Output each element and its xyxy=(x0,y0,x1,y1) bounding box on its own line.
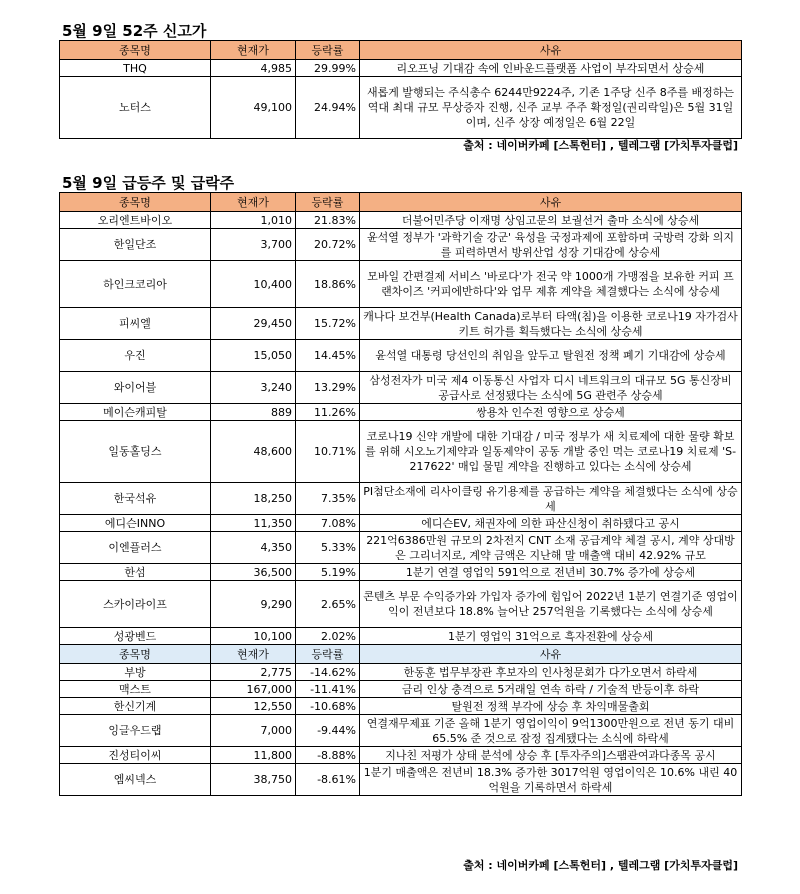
price-cell: 167,000 xyxy=(211,681,296,698)
stock-name-cell: 이엔플러스 xyxy=(60,532,211,564)
header-name: 종목명 xyxy=(60,41,211,60)
change-cell: -10.68% xyxy=(296,698,360,715)
reason-cell: 윤석열 대통령 당선인의 취임을 앞두고 탈원전 정책 폐기 기대감에 상승세 xyxy=(360,340,742,372)
header-price: 현재가 xyxy=(211,645,296,664)
change-cell: -14.62% xyxy=(296,664,360,681)
falls-header-row xyxy=(60,645,742,664)
table-row xyxy=(60,747,742,764)
header-reason: 사유 xyxy=(360,645,742,664)
table-row xyxy=(60,308,742,340)
price-cell: 10,100 xyxy=(211,628,296,645)
table-row xyxy=(60,340,742,372)
header-reason: 사유 xyxy=(360,41,742,60)
stock-name-cell: 에디슨INNO xyxy=(60,515,211,532)
stock-name-cell: 진성티이씨 xyxy=(60,747,211,764)
price-cell: 48,600 xyxy=(211,421,296,483)
price-cell: 49,100 xyxy=(211,77,296,139)
header-price: 현재가 xyxy=(211,41,296,60)
price-cell: 10,400 xyxy=(211,261,296,308)
header-change: 등락률 xyxy=(296,645,360,664)
reason-cell: 콘텐츠 부문 수익증가와 가입자 증가에 힘입어 2022년 1분기 연결기준 영업이익이 전년보다 18.8% 늘어난 257억원을 기록했다는 소식에 상승세 xyxy=(360,581,742,628)
table-row xyxy=(60,715,742,747)
new-high-table xyxy=(59,40,742,139)
stock-name-cell: 한국석유 xyxy=(60,483,211,515)
change-cell: 21.83% xyxy=(296,212,360,229)
change-cell: 14.45% xyxy=(296,340,360,372)
reason-cell: 한동훈 법무부장관 후보자의 인사청문회가 다가오면서 하락세 xyxy=(360,664,742,681)
reason-cell: 221억6386만원 규모의 2차전지 CNT 소재 공급계약 체결 공시, 계약 상대방은 그리너지로, 계약 금액은 지난해 말 매출액 대비 42.92% 규모 xyxy=(360,532,742,564)
change-cell: 13.29% xyxy=(296,372,360,404)
price-cell: 38,750 xyxy=(211,764,296,796)
reason-cell: 코로나19 신약 개발에 대한 기대감 / 미국 정부가 새 치료제에 대한 물량 확보를 위해 시오노기제약과 일동제약이 공동 개발 중인 먹는 코로나19 치료제 'S-217622' 매입 물밑 계약을 진행하고 있다는 소식에 상승세 xyxy=(360,421,742,483)
stock-name-cell: 성광벤드 xyxy=(60,628,211,645)
reason-cell: PI첨단소재에 리사이클링 유기용제를 공급하는 계약을 체결했다는 소식에 상승세 xyxy=(360,483,742,515)
reason-cell: 삼성전자가 미국 제4 이동통신 사업자 디시 네트워크의 대규모 5G 통신장비 공급사로 선정됐다는 소식에 5G 관련주 상승세 xyxy=(360,372,742,404)
table-row xyxy=(60,261,742,308)
reason-cell: 더불어민주당 이재명 상임고문의 보궐선거 출마 소식에 상승세 xyxy=(360,212,742,229)
reason-cell: 1분기 영업익 31억으로 흑자전환에 상승세 xyxy=(360,628,742,645)
price-cell: 11,350 xyxy=(211,515,296,532)
header-reason: 사유 xyxy=(360,193,742,212)
price-cell: 29,450 xyxy=(211,308,296,340)
change-cell: 18.86% xyxy=(296,261,360,308)
price-cell: 3,240 xyxy=(211,372,296,404)
stock-name-cell: 부방 xyxy=(60,664,211,681)
stock-name-cell: 피씨엘 xyxy=(60,308,211,340)
header-name: 종목명 xyxy=(60,193,211,212)
reason-cell: 금리 인상 충격으로 5거래일 연속 하락 / 기술적 반등이후 하락 xyxy=(360,681,742,698)
stock-name-cell: THQ xyxy=(60,60,211,77)
stock-name-cell: 스카이라이프 xyxy=(60,581,211,628)
change-cell: -11.41% xyxy=(296,681,360,698)
header-change: 등락률 xyxy=(296,193,360,212)
stock-name-cell: 한섬 xyxy=(60,564,211,581)
section2-title: 5월 9일 급등주 및 급락주 xyxy=(62,174,235,192)
reason-cell: 새롭게 발행되는 주식총수 6244만9224주, 기존 1주당 신주 8주를 배정하는 역대 최대 규모 무상증자 진행, 신주 교부 주주 확정일(권리락일)은 5월 31일이며, 신주 상장 예정일은 6월 22일 xyxy=(360,77,742,139)
table-row xyxy=(60,212,742,229)
change-cell: 2.02% xyxy=(296,628,360,645)
stock-name-cell: 한신기계 xyxy=(60,698,211,715)
change-cell: 7.08% xyxy=(296,515,360,532)
stock-name-cell: 맥스트 xyxy=(60,681,211,698)
table-row xyxy=(60,60,742,77)
table-row xyxy=(60,698,742,715)
table-row xyxy=(60,628,742,645)
change-cell: 20.72% xyxy=(296,229,360,261)
stock-name-cell: 우진 xyxy=(60,340,211,372)
table-header-row xyxy=(60,41,742,60)
price-cell: 4,350 xyxy=(211,532,296,564)
header-price: 현재가 xyxy=(211,193,296,212)
price-cell: 9,290 xyxy=(211,581,296,628)
section1-title: 5월 9일 52주 신고가 xyxy=(62,22,207,40)
table-row xyxy=(60,77,742,139)
table-row xyxy=(60,483,742,515)
stock-name-cell: 하인크코리아 xyxy=(60,261,211,308)
change-cell: 2.65% xyxy=(296,581,360,628)
stock-name-cell: 노터스 xyxy=(60,77,211,139)
reason-cell: 탈원전 정책 부각에 상승 후 차익매물출회 xyxy=(360,698,742,715)
price-cell: 12,550 xyxy=(211,698,296,715)
table-header-row xyxy=(60,193,742,212)
reason-cell: 1분기 매출액은 전년비 18.3% 증가한 3017억원 영업이익은 10.6% 내린 40억원을 기록하면서 하락세 xyxy=(360,764,742,796)
header-change: 등락률 xyxy=(296,41,360,60)
price-cell: 2,775 xyxy=(211,664,296,681)
header-name: 종목명 xyxy=(60,645,211,664)
reason-cell: 리오프닝 기대감 속에 인바운드플랫폼 사업이 부각되면서 상승세 xyxy=(360,60,742,77)
change-cell: 29.99% xyxy=(296,60,360,77)
stock-name-cell: 와이어블 xyxy=(60,372,211,404)
price-cell: 3,700 xyxy=(211,229,296,261)
reason-cell: 모바일 간편결제 서비스 '바로다'가 전국 약 1000개 가맹점을 보유한 커피 프랜차이즈 '커피에반하다'와 업무 제휴 계약을 체결했다는 소식에 상승세 xyxy=(360,261,742,308)
reason-cell: 쌍용차 인수전 영향으로 상승세 xyxy=(360,404,742,421)
table-row xyxy=(60,581,742,628)
source-note-1: 출처 : 네이버카페 [스톡헌터] , 텔레그램 [가치투자클럽] xyxy=(463,139,738,152)
stock-name-cell: 잉글우드랩 xyxy=(60,715,211,747)
reason-cell: 윤석열 정부가 '과학기술 강군' 육성을 국정과제에 포함하며 국방력 강화 의지를 피력하면서 방위산업 성장 기대감에 상승세 xyxy=(360,229,742,261)
reason-cell: 1분기 연결 영업익 591억으로 전년비 30.7% 증가에 상승세 xyxy=(360,564,742,581)
change-cell: 5.19% xyxy=(296,564,360,581)
stock-name-cell: 한일단조 xyxy=(60,229,211,261)
reason-cell: 에디슨EV, 채권자에 의한 파산신청이 취하됐다고 공시 xyxy=(360,515,742,532)
stock-name-cell: 일동홀딩스 xyxy=(60,421,211,483)
table-row xyxy=(60,229,742,261)
table-row xyxy=(60,421,742,483)
source-note-2: 출처 : 네이버카페 [스톡헌터] , 텔레그램 [가치투자클럽] xyxy=(463,859,738,872)
table-row xyxy=(60,532,742,564)
table-row xyxy=(60,564,742,581)
table-row xyxy=(60,664,742,681)
change-cell: -8.61% xyxy=(296,764,360,796)
price-cell: 11,800 xyxy=(211,747,296,764)
movers-table xyxy=(59,192,742,796)
price-cell: 36,500 xyxy=(211,564,296,581)
price-cell: 1,010 xyxy=(211,212,296,229)
change-cell: 11.26% xyxy=(296,404,360,421)
reason-cell: 연결재무제표 기준 올해 1분기 영업이익이 9억1300만원으로 전년 동기 대비 65.5% 준 것으로 잠정 집계됐다는 소식에 하락세 xyxy=(360,715,742,747)
change-cell: -9.44% xyxy=(296,715,360,747)
stock-name-cell: 메이슨캐피탈 xyxy=(60,404,211,421)
table-row xyxy=(60,515,742,532)
price-cell: 4,985 xyxy=(211,60,296,77)
price-cell: 889 xyxy=(211,404,296,421)
change-cell: 5.33% xyxy=(296,532,360,564)
table-row xyxy=(60,404,742,421)
price-cell: 15,050 xyxy=(211,340,296,372)
change-cell: -8.88% xyxy=(296,747,360,764)
table-row xyxy=(60,681,742,698)
table-row xyxy=(60,372,742,404)
price-cell: 18,250 xyxy=(211,483,296,515)
reason-cell: 캐나다 보건부(Health Canada)로부터 타액(침)을 이용한 코로나19 자가검사키트 허가를 획득했다는 소식에 상승세 xyxy=(360,308,742,340)
change-cell: 7.35% xyxy=(296,483,360,515)
reason-cell: 지나친 저평가 상태 분석에 상승 후 [투자주의]스팸관여과다종목 공시 xyxy=(360,747,742,764)
change-cell: 24.94% xyxy=(296,77,360,139)
stock-name-cell: 오리엔트바이오 xyxy=(60,212,211,229)
table-row xyxy=(60,764,742,796)
change-cell: 15.72% xyxy=(296,308,360,340)
stock-name-cell: 엠씨넥스 xyxy=(60,764,211,796)
change-cell: 10.71% xyxy=(296,421,360,483)
price-cell: 7,000 xyxy=(211,715,296,747)
